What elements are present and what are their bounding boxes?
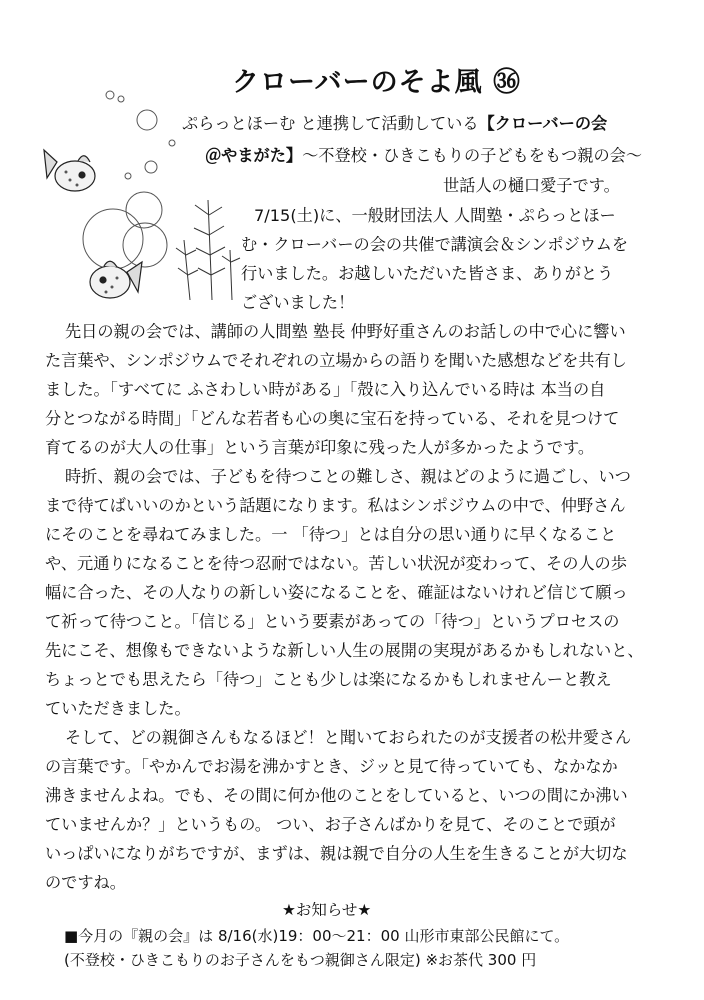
body-line: の言葉です。「やかんでお湯を沸かすとき、ジッと見て待っていても、なかなか <box>45 757 618 776</box>
bubble-icon <box>169 140 175 146</box>
bubble-icon <box>137 110 157 130</box>
intro-line-5: む・クローバーの会の共催で講演会＆シンポジウムを <box>241 235 629 254</box>
group-name: ＠やまがた】 <box>205 146 303 165</box>
body-line: 沸きませんよね。でも、その間に何か他のことをしていると、いつの間にか沸い <box>45 786 628 805</box>
body-line: や、元通りになることを待つ忍耐ではない。苦しい状況が変わって、その人の歩 <box>45 554 627 573</box>
bubble-icons <box>83 91 175 269</box>
body-line: ていただきました。 <box>45 699 191 718</box>
intro-line-1 <box>182 116 607 132</box>
body-line: のですね。 <box>45 873 126 892</box>
notice-line-2: (不登校・ひきこもりのお子さんをもつ親御さん限定) ※お茶代 300 円 <box>64 951 537 969</box>
bubble-icon <box>125 173 131 179</box>
body-line: にそのことを尋ねてみました。一 「待つ」とは自分の思い通りに早くなること <box>45 525 617 544</box>
goldfish-icon <box>90 261 142 298</box>
body-line: 分とつながる時間」「どんな若者も心の奥に宝石を持っている、それを見つけて <box>45 409 620 428</box>
page-title: クローバーのそよ風 ㊱ <box>232 67 522 98</box>
notice-line-1: ■今月の『親の会』は 8/16(水)19：00～21：00 山形市東部公民館にて。 <box>64 927 570 945</box>
intro-line-4: 7/15(土)に、一般財団法人 人間塾・ぷらっとほー <box>254 206 616 225</box>
intro-line-6: 行いました。お越しいただいた皆さま、ありがとう <box>241 264 614 283</box>
body-line: 時折、親の会では、子どもを待つことの難しさ、親はどのように過ごし、いつ <box>65 467 631 486</box>
body-line: まで待てばいいのかという話題になります。私はシンポジウムの中で、仲野さん <box>45 496 626 515</box>
body-line: 先日の親の会では、講師の人間塾 塾長 仲野好重さんのお話しの中で心に響い <box>65 322 626 341</box>
water-plant-icon <box>176 200 240 300</box>
body-line: ました。「すべてに ふさわしい時がある」「殻に入り込んでいる時は 本当の自 <box>45 380 606 399</box>
body-line: 先にこそ、想像もできないような新しい人生の展開の実現があるかもしれないと、 <box>45 641 644 660</box>
intro-line-7: ございました！ <box>241 293 355 312</box>
body-line: て祈って待つこと。「信じる」という要素があっての「待つ」というプロセスの <box>45 612 620 631</box>
bubble-icon <box>123 223 167 267</box>
bubble-icon <box>118 96 124 102</box>
intro-text: ぷらっとほーむ と連携して活動している <box>182 114 479 133</box>
group-name: 【クローバーの会 <box>478 114 608 133</box>
bubble-icon <box>106 91 114 99</box>
bubble-icon <box>83 209 143 269</box>
body-line: 育てるのが大人の仕事」という言葉が印象に残った人が多かったようです。 <box>45 438 595 457</box>
intro-line-3: 世話人の樋口愛子です。 <box>443 176 620 195</box>
bubble-icon <box>145 161 157 173</box>
goldfish-icon <box>44 150 95 191</box>
body-line: いっぱいになりがちですが、まずは、親は親で自分の人生を生きることが大切な <box>45 844 628 863</box>
body-line: 幅に合った、その人なりの新しい姿になることを、確証はないけれど信じて願っ <box>45 583 628 602</box>
body-line: ていませんか？」というもの。 つい、お子さんばかりを見て、そのことで頭が <box>45 815 616 834</box>
body-line: ちょっとでも思えたら「待つ」ことも少しは楽になるかもしれませんーと教え <box>45 670 612 689</box>
intro-line-2 <box>205 148 642 164</box>
body-line: た言葉や、シンポジウムでそれぞれの立場からの語りを聞いた感想などを共有し <box>45 351 627 370</box>
notice-heading: ★お知らせ★ <box>282 901 372 919</box>
body-line: そして、どの親御さんもなるほど！と聞いておられたのが支援者の松井愛さん <box>65 728 632 747</box>
intro-text: ～不登校・ひきこもりの子どもをもつ親の会～ <box>302 146 643 165</box>
